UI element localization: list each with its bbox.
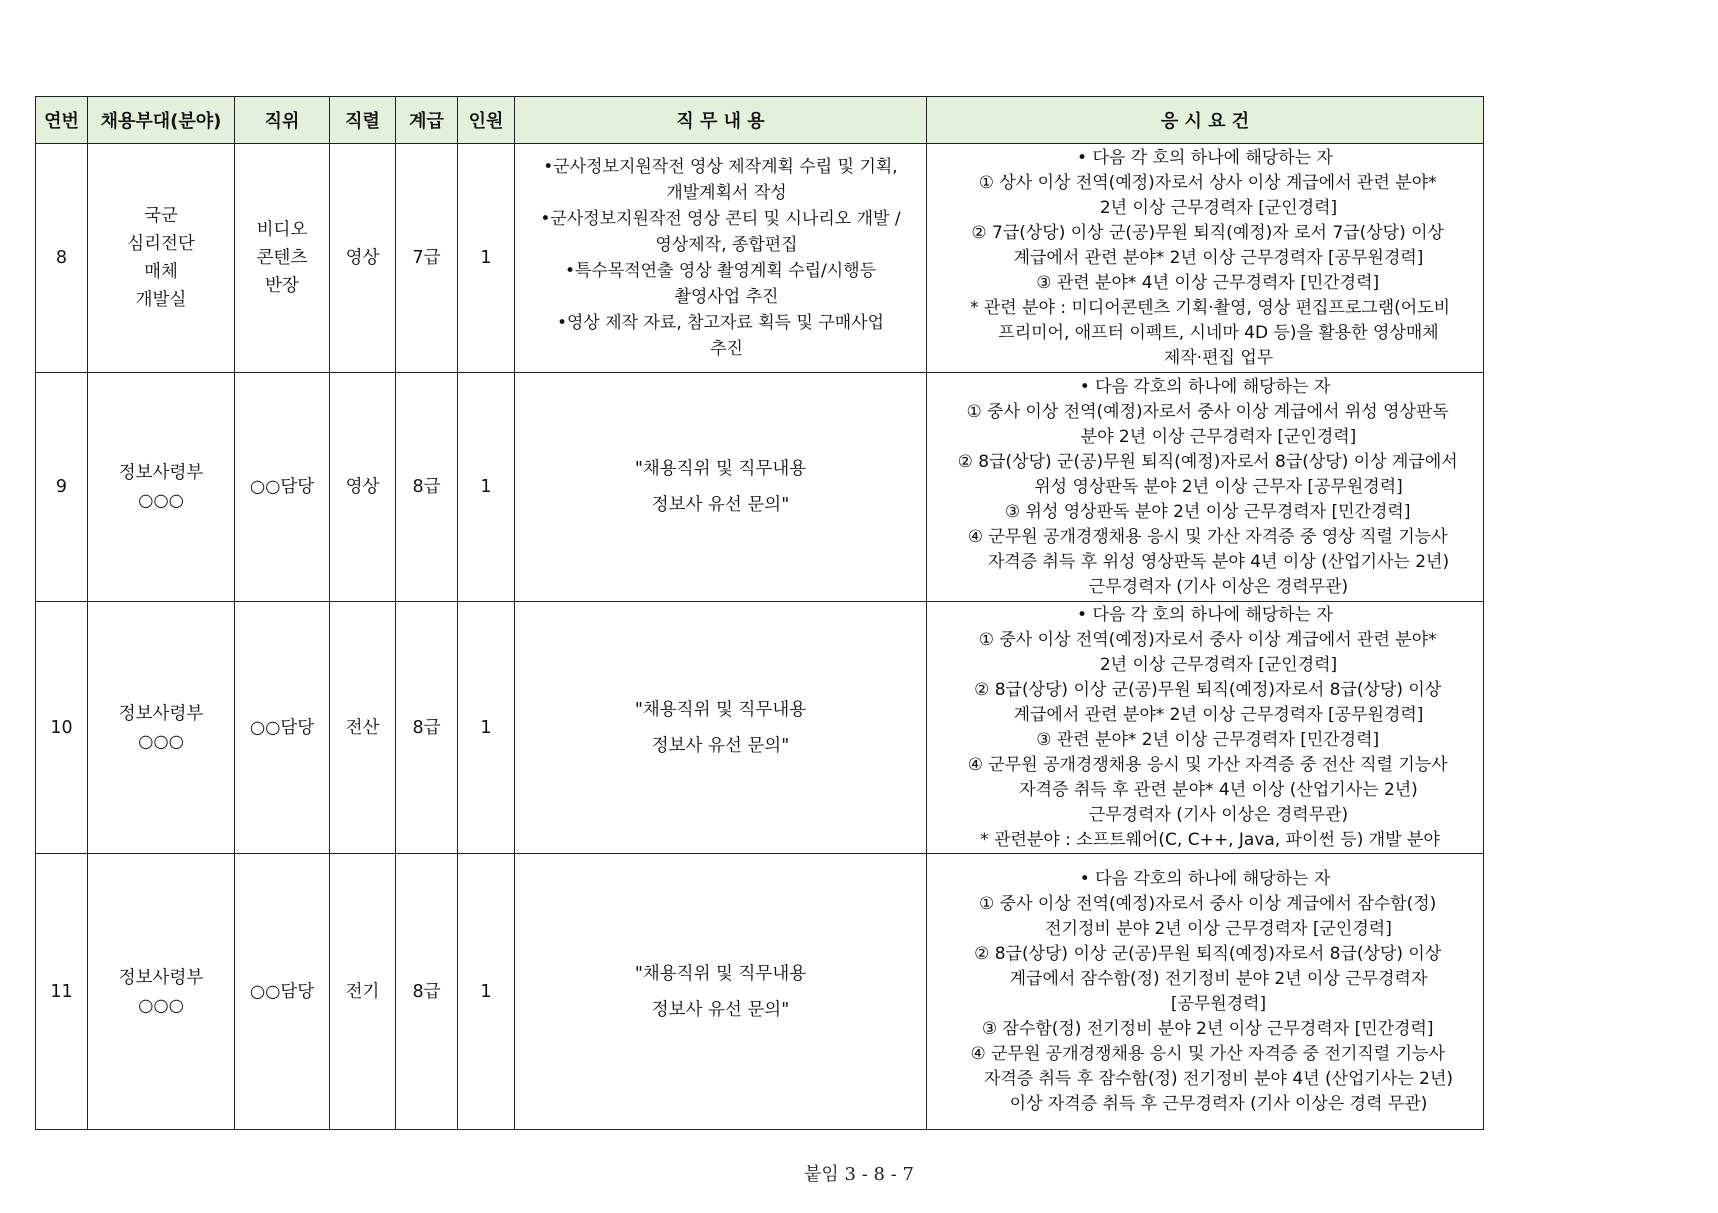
requirement-continuation: 계급에서 관련 분야* 2년 이상 근무경력자 [공무원경력] [1013, 247, 1424, 268]
duties-cell [515, 144, 927, 373]
requirement-note: 제작·편집 업무 [1163, 347, 1274, 368]
requirement-number: ② [957, 451, 973, 472]
duty-text: 특수목적연출 영상 촬영계획 수립/시행등 [574, 261, 877, 281]
requirement-continuation: 2년 이상 근무경력자 [군인경력] [1099, 654, 1338, 675]
position-line: 콘텐츠 [256, 248, 308, 268]
bullet-dot: • [556, 313, 568, 333]
requirement-item [927, 1042, 1483, 1067]
inquiry-line: 정보사 유선 문의" [651, 999, 790, 1020]
duty-continuation: 추진 [710, 339, 743, 359]
requirement-continuation: 자격증 취득 후 잠수함(정) 전기정비 분야 4년 (산업기사는 2년) [983, 1068, 1454, 1089]
requirement-continuation: 계급에서 관련 분야* 2년 이상 근무경력자 [공무원경력] [1013, 704, 1424, 725]
requirement-lead: • 다음 각 호의 하나에 해당하는 자 [1077, 147, 1333, 168]
requirement-item [927, 500, 1483, 525]
position-cell [235, 854, 330, 1130]
requirement-continuation: 전기정비 분야 2년 이상 근무경력자 [군인경력] [1045, 918, 1392, 939]
requirement-continuation: 계급에서 잠수함(정) 전기정비 분야 2년 이상 근무경력자 [1009, 968, 1428, 989]
table-header-row [36, 97, 1484, 144]
requirement-text: 중사 이상 전역(예정)자로서 중사 이상 계급에서 잠수함(정) [999, 893, 1437, 914]
duty-continuation: 개발계획서 작성 [666, 183, 787, 203]
requirement-item [927, 525, 1483, 550]
requirement-continuation: 분야 2년 이상 근무경력자 [군인경력] [1080, 426, 1357, 447]
requirement-text: 잠수함(정) 전기정비 분야 2년 이상 근무경력자 [민간경력] [1002, 1018, 1434, 1039]
requirement-text: 관련 분야* 4년 이상 근무경력자 [민간경력] [1056, 272, 1380, 293]
requirement-number: ② [974, 679, 990, 700]
requirements-cell [927, 373, 1484, 602]
unit-line: 정보사령부 [118, 703, 204, 724]
series-cell: 영상 [330, 373, 396, 602]
grade-cell: 8급 [396, 854, 458, 1130]
requirement-text: 상사 이상 전역(예정)자로서 상사 이상 계급에서 관련 분야* [999, 172, 1437, 193]
duty-text: 영상 제작 자료, 참고자료 획득 및 구매사업 [566, 313, 884, 333]
requirement-text: 8급(상당) 군(공)무원 퇴직(예정)자로서 8급(상당) 이상 계급에서 [978, 451, 1458, 472]
requirement-item [927, 171, 1483, 196]
requirement-number: ① [978, 629, 994, 650]
table-row [36, 373, 1484, 602]
requirement-item [927, 450, 1483, 475]
requirement-number: ① [966, 401, 982, 422]
requirement-number: ④ [967, 754, 984, 775]
requirement-item [927, 221, 1483, 246]
requirement-item [927, 628, 1483, 653]
position-line: 반장 [265, 276, 299, 296]
requirement-number: ② [971, 222, 987, 243]
requirement-number: ④ [970, 1043, 986, 1064]
header-duties: 직 무 내 용 [515, 97, 927, 144]
count-cell: 1 [458, 854, 515, 1130]
inquiry-line: "채용직위 및 직무내용 [634, 459, 807, 479]
requirement-item [927, 678, 1483, 703]
requirement-continuation: 위성 영상판독 분야 2년 이상 근무자 [공무원경력] [1034, 476, 1403, 497]
requirement-number: ② [974, 943, 990, 964]
count-cell: 1 [458, 144, 515, 373]
duty-item [515, 258, 926, 284]
position-cell [235, 373, 330, 602]
unit-line: ○○○ [138, 995, 184, 1016]
requirement-lead: • 다음 각 호의 하나에 해당하는 자 [1077, 604, 1333, 625]
count-cell: 1 [458, 373, 515, 602]
duty-text: 군사정보지원작전 영상 콘티 및 시나리오 개발 / [550, 209, 901, 229]
requirement-text: 중사 이상 전역(예정)자로서 중사 이상 계급에서 관련 분야* [999, 629, 1437, 650]
requirement-note: * 관련분야 : 소프트웨어(C, C++, Java, 파이썬 등) 개발 분야 [980, 829, 1440, 850]
duty-item [515, 206, 926, 232]
duty-text: 군사정보지원작전 영상 제작계획 수립 및 기획, [553, 157, 898, 177]
inquiry-line: 정보사 유선 문의" [651, 495, 790, 515]
duty-continuation: 촬영사업 추진 [674, 287, 779, 307]
requirement-continuation: 2년 이상 근무경력자 [군인경력] [1099, 197, 1338, 218]
requirement-item [927, 753, 1483, 778]
requirement-note: * 관련 분야 : 미디어콘텐츠 기획·촬영, 영상 편집프로그램(어도비 [969, 297, 1451, 318]
series-cell: 전기 [330, 854, 396, 1130]
header-requirements: 응 시 요 건 [927, 97, 1484, 144]
count-cell: 1 [458, 602, 515, 854]
seq-cell: 10 [36, 602, 88, 854]
unit-line: 국군 [144, 206, 178, 226]
seq-cell: 8 [36, 144, 88, 373]
inquiry-line: 정보사 유선 문의" [651, 735, 790, 756]
table-row [36, 602, 1484, 854]
duties-cell [515, 602, 927, 854]
requirement-text: 위성 영상판독 분야 2년 이상 근무경력자 [민간경력] [1025, 501, 1411, 522]
requirement-number: ④ [967, 526, 984, 547]
unit-cell [88, 602, 235, 854]
unit-cell [88, 854, 235, 1130]
requirement-text: 7급(상당) 이상 군(공)무원 퇴직(예정)자 로서 7급(상당) 이상 [992, 222, 1444, 243]
header-unit: 채용부대(분야) [88, 97, 235, 144]
table-row [36, 854, 1484, 1130]
seq-cell: 11 [36, 854, 88, 1130]
position-line: 비디오 [256, 220, 308, 240]
requirement-item [927, 271, 1483, 296]
requirement-text: 8급(상당) 이상 군(공)무원 퇴직(예정)자로서 8급(상당) 이상 [994, 679, 1442, 700]
requirement-number: ③ [1004, 501, 1021, 522]
unit-cell [88, 144, 235, 373]
duties-cell [515, 373, 927, 602]
bullet-dot: • [543, 157, 554, 177]
requirement-item [927, 942, 1483, 967]
requirement-number: ③ [981, 1018, 998, 1039]
header-count: 인원 [458, 97, 515, 144]
requirement-text: 군무원 공개경쟁채용 응시 및 가산 자격증 중 영상 직렬 기능사 [988, 526, 1448, 547]
unit-line: ○○○ [138, 731, 184, 752]
unit-line: 매체 [144, 262, 178, 282]
requirement-continuation: 이상 자격증 취득 후 근무경력자 (기사 이상은 경력 무관) [1009, 1093, 1428, 1114]
series-cell: 영상 [330, 144, 396, 373]
requirement-text: 중사 이상 전역(예정)자로서 중사 이상 계급에서 위성 영상판독 [987, 401, 1449, 422]
recruitment-table [35, 96, 1484, 1130]
unit-cell [88, 373, 235, 602]
grade-cell: 8급 [396, 602, 458, 854]
unit-line: ○○○ [138, 491, 184, 511]
requirement-lead: • 다음 각호의 하나에 해당하는 자 [1079, 376, 1331, 397]
header-series: 직렬 [330, 97, 396, 144]
duty-continuation: 영상제작, 종합편집 [655, 235, 798, 255]
position-line: ○○담당 [249, 477, 315, 497]
requirement-continuation: 근무경력자 (기사 이상은 경력무관) [1088, 576, 1349, 597]
duty-item [515, 154, 926, 180]
requirement-lead: • 다음 각호의 하나에 해당하는 자 [1079, 868, 1331, 889]
series-cell: 전산 [330, 602, 396, 854]
unit-line: 정보사령부 [118, 967, 204, 988]
requirement-continuation: 자격증 취득 후 위성 영상판독 분야 4년 이상 (산업기사는 2년) [987, 551, 1450, 572]
requirements-cell [927, 602, 1484, 854]
requirement-number: ③ [1036, 729, 1052, 750]
requirement-note: 프리미어, 애프터 이펙트, 시네마 4D 등)을 활용한 영상매체 [998, 322, 1439, 343]
requirements-cell [927, 854, 1484, 1130]
requirement-text: 관련 분야* 2년 이상 근무경력자 [민간경력] [1056, 729, 1380, 750]
header-position: 직위 [235, 97, 330, 144]
bullet-dot: • [564, 261, 575, 281]
unit-line: 정보사령부 [118, 463, 204, 483]
unit-line: 심리전단 [127, 234, 195, 254]
requirement-continuation: [공무원경력] [1170, 993, 1267, 1014]
unit-line: 개발실 [135, 290, 187, 310]
grade-cell: 7급 [396, 144, 458, 373]
requirement-number: ① [978, 172, 994, 193]
duties-cell [515, 854, 927, 1130]
requirement-text: 군무원 공개경쟁채용 응시 및 가산 자격증 중 전기직렬 기능사 [991, 1043, 1445, 1064]
requirement-item [927, 892, 1483, 917]
requirements-cell [927, 144, 1484, 373]
table-body [36, 144, 1484, 1130]
bullet-dot: • [540, 209, 551, 229]
position-line: ○○담당 [249, 717, 315, 738]
seq-cell: 9 [36, 373, 88, 602]
page-footer: 붙임 3 - 8 - 7 [804, 1164, 914, 1185]
requirement-item [927, 728, 1483, 753]
position-cell [235, 144, 330, 373]
requirement-continuation: 근무경력자 (기사 이상은 경력무관) [1088, 804, 1349, 825]
requirement-text: 8급(상당) 이상 군(공)무원 퇴직(예정)자로서 8급(상당) 이상 [994, 943, 1442, 964]
requirement-item [927, 1017, 1483, 1042]
requirement-number: ③ [1036, 272, 1052, 293]
requirement-number: ① [979, 893, 995, 914]
grade-cell: 8급 [396, 373, 458, 602]
table-row [36, 144, 1484, 373]
header-grade: 계급 [396, 97, 458, 144]
requirement-continuation: 자격증 취득 후 관련 분야* 4년 이상 (산업기사는 2년) [1019, 779, 1418, 800]
inquiry-line: "채용직위 및 직무내용 [634, 963, 807, 984]
requirement-item [927, 400, 1483, 425]
requirement-text: 군무원 공개경쟁채용 응시 및 가산 자격증 중 전산 직렬 기능사 [988, 754, 1448, 775]
position-line: ○○담당 [249, 981, 315, 1002]
inquiry-line: "채용직위 및 직무내용 [634, 699, 807, 720]
duty-item [515, 310, 926, 336]
header-seq: 연번 [36, 97, 88, 144]
position-cell [235, 602, 330, 854]
